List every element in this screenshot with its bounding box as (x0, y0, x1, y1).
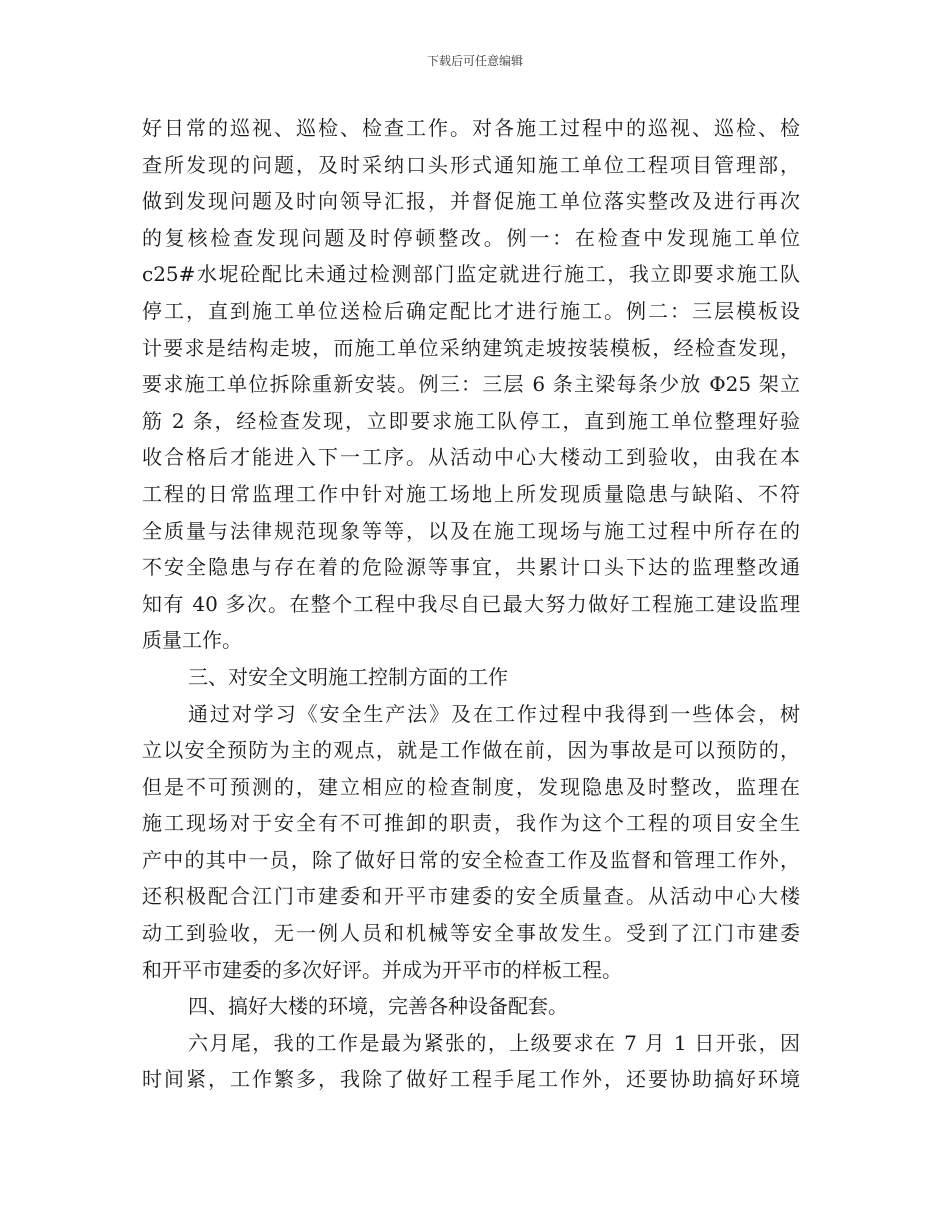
text-line: 还积极配合江门市建委和开平市建委的安全质量查。从活动中心大楼 (142, 884, 800, 909)
text-line: 计要求是结构走坡，而施工单位采纳建筑走坡按装模板，经检查发现， (142, 335, 800, 360)
text-line: 质量工作。 (142, 628, 242, 653)
text-line: 动工到验收，无一例人员和机械等安全事故发生。受到了江门市建委 (142, 921, 800, 946)
document-body (142, 110, 800, 1098)
text-line: 做到发现问题及时向领导汇报，并督促施工单位落实整改及进行再次 (142, 189, 800, 214)
page-header: 下载后可任意编辑 (426, 54, 523, 68)
text-line: 知有 40 多次。在整个工程中我尽自已最大努力做好工程施工建设监理 (142, 591, 800, 616)
text-line: 通过对学习《安全生产法》及在工作过程中我得到一些体会，树 (188, 701, 800, 726)
text-line: 施工现场对于安全有不可推卸的职责，我作为这个工程的项目安全生 (142, 811, 800, 836)
text-line: c25#水坭砼配比未通过检测部门监定就进行施工，我立即要求施工队 (142, 262, 800, 287)
text-line: 三、对安全文明施工控制方面的工作 (188, 664, 508, 689)
text-line: 产中的其中一员，除了做好日常的安全检查工作及监督和管理工作外， (142, 847, 800, 872)
text-line: 工程的日常监理工作中针对施工场地上所发现质量隐患与缺陷、不符 (142, 481, 800, 506)
text-line: 的复核检查发现问题及时停顿整改。例一：在检查中发现施工单位 (142, 225, 800, 250)
text-line: 好日常的巡视、巡检、检查工作。对各施工过程中的巡视、巡检、检 (142, 116, 800, 140)
text-line: 全质量与法律规范现象等等，以及在施工现场与施工过程中所存在的 (142, 518, 800, 543)
text-line: 收合格后才能进入下一工序。从活动中心大楼动工到验收，由我在本 (142, 445, 800, 470)
text-line: 六月尾，我的工作是最为紧张的，上级要求在 7 月 1 日开张，因 (188, 1030, 800, 1055)
text-line: 但是不可预测的，建立相应的检查制度，发现隐患及时整改，监理在 (142, 774, 800, 799)
text-line: 时间紧，工作繁多，我除了做好工程手尾工作外，还要协助搞好环境 (142, 1067, 800, 1092)
text-line: 停工，直到施工单位送检后确定配比才进行施工。例二：三层模板设 (142, 298, 800, 323)
text-line: 筋 2 条，经检查发现，立即要求施工队停工，直到施工单位整理好验 (142, 408, 800, 433)
text-line: 查所发现的问题，及时采纳口头形式通知施工单位工程项目管理部， (142, 152, 800, 177)
text-line: 不安全隐患与存在着的危险源等事宜，共累计口头下达的监理整改通 (142, 555, 800, 580)
text-line: 四、搞好大楼的环境，完善各种设备配套。 (188, 994, 568, 1019)
text-line: 立以安全预防为主的观点，就是工作做在前，因为事故是可以预防的， (142, 738, 800, 763)
text-line: 要求施工单位拆除重新安装。例三：三层 6 条主梁每条少放 Φ25 架立 (142, 372, 800, 397)
text-line: 和开平市建委的多次好评。并成为开平市的样板工程。 (142, 957, 622, 982)
